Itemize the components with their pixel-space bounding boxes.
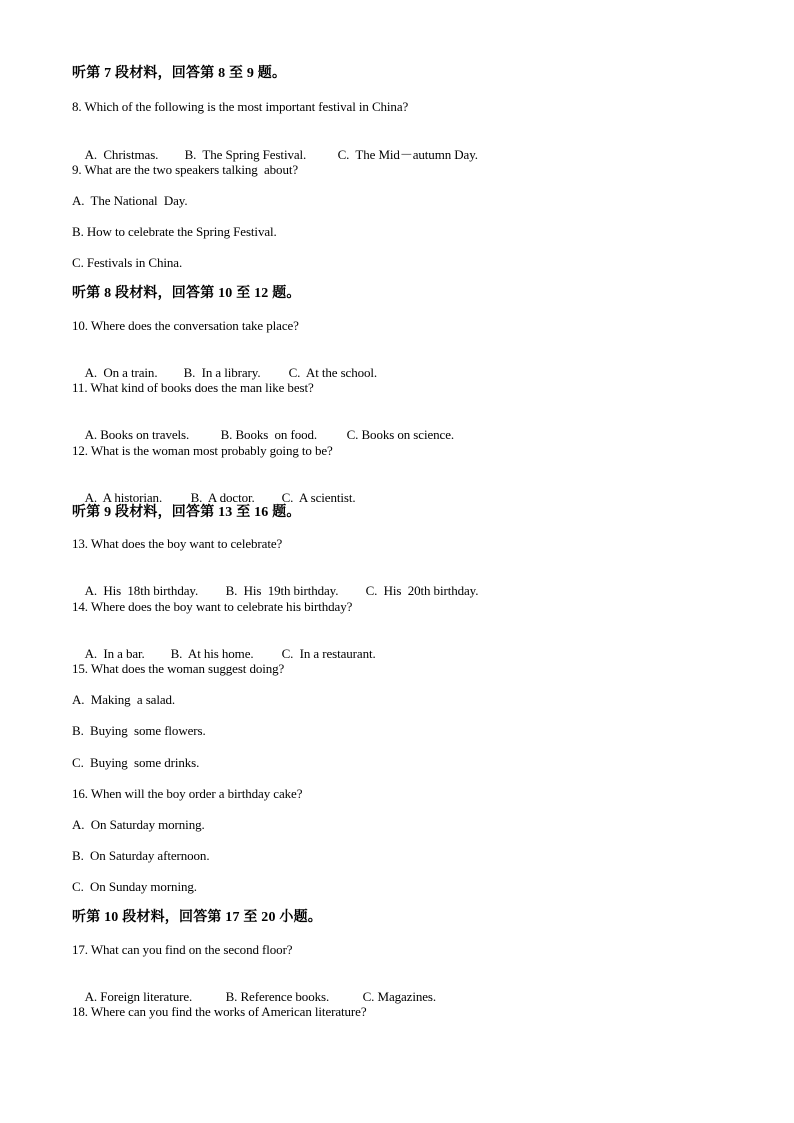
option-a: A. On a train. [84,365,158,380]
option-a: A. In a bar. [84,646,145,661]
option-a: A. Foreign literature. [84,989,193,1004]
option-c: C. Magazines. [362,989,437,1004]
option-b: B. His 19th birthday. [225,583,339,598]
option-b: B. The Spring Festival. [184,147,307,162]
option-b: B. How to celebrate the Spring Festival. [72,224,277,239]
question-text: 9. What are the two speakers talking about? [72,162,299,177]
option-a: A. A historian. [84,490,163,505]
question-text: 17. What can you find on the second floor? [72,942,293,957]
option-c: C. At the school. [288,365,378,380]
question-text: 8. Which of the following is the most important festival in China? [72,99,409,114]
option-a: A. The National Day. [72,193,188,208]
question-text: 12. What is the woman most probably going to be? [72,443,333,458]
option-a: A. Christmas. [84,147,159,162]
option-b: B. On Saturday afternoon. [72,848,210,863]
option-a: A. Books on travels. [84,427,190,442]
question-text: 15. What does the woman suggest doing? [72,661,285,676]
option-c: C. His 20th birthday. [365,583,479,598]
option-c: C. In a restaurant. [281,646,376,661]
section-heading: 听第 8 段材料，回答第 10 至 12 题。 [72,286,301,301]
option-b: B. Buying some flowers. [72,723,206,738]
section-heading: 听第 7 段材料，回答第 8 至 9 题。 [72,66,287,81]
section-heading: 听第 10 段材料，回答第 17 至 20 小题。 [72,910,322,925]
option-a: A. Making a salad. [72,692,176,707]
question-text: 14. Where does the boy want to celebrate his birthday? [72,599,353,614]
option-c: C. Books on science. [346,427,455,442]
question-text: 13. What does the boy want to celebrate? [72,536,283,551]
option-c: C. Festivals in China. [72,255,183,270]
option-b: B. At his home. [170,646,254,661]
option-c: C. On Sunday morning. [72,879,197,894]
option-a: A. His 18th birthday. [84,583,199,598]
section-heading: 听第 9 段材料，回答第 13 至 16 题。 [72,505,301,520]
option-a: A. On Saturday morning. [72,817,205,832]
question-text: 16. When will the boy order a birthday cake? [72,786,303,801]
option-c: C. Buying some drinks. [72,755,200,770]
option-b: B. Reference books. [225,989,330,1004]
option-c: C. A scientist. [281,490,356,505]
question-text: 11. What kind of books does the man like best? [72,380,314,395]
question-text: 18. Where can you find the works of American literature? [72,1004,367,1019]
option-b: B. A doctor. [190,490,255,505]
option-b: B. Books on food. [220,427,318,442]
option-b: B. In a library. [183,365,261,380]
option-c: C. The Mid－autumn Day. [337,147,478,162]
question-text: 10. Where does the conversation take place? [72,318,299,333]
